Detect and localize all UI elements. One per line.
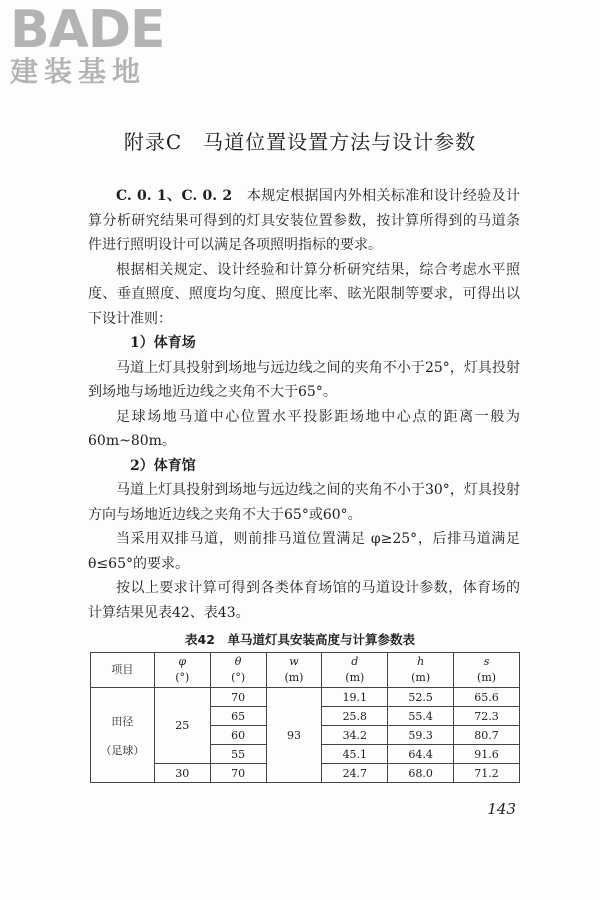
header-d — [322, 653, 388, 688]
cell-d: 34.2 — [322, 726, 388, 745]
header-theta — [210, 653, 266, 688]
logo-mark: BADE — [10, 0, 165, 60]
header-phi — [154, 653, 210, 688]
logo-subtitle: 建装基地 — [10, 55, 147, 88]
header-h — [388, 653, 454, 688]
subheading-stadium: 1）体育场 — [130, 335, 196, 351]
cell-item-label — [91, 688, 155, 783]
header-unit: (°) — [231, 671, 246, 684]
header-w — [266, 653, 322, 688]
cell-d: 45.1 — [322, 745, 388, 764]
cell-h: 68.0 — [388, 764, 454, 783]
cell-d: 24.7 — [322, 764, 388, 783]
paragraph-intro — [88, 184, 520, 258]
header-symbol: d — [351, 655, 359, 668]
header-item: 项目 — [91, 653, 155, 688]
item-label-line2: （足球） — [100, 743, 145, 757]
cell-s: 65.6 — [454, 688, 520, 707]
paragraph: 足球场地马道中心位置水平投影距场地中心点的距离一般为60m~80m。 — [88, 408, 520, 449]
cell-phi: 30 — [154, 764, 210, 783]
cell-s: 80.7 — [454, 726, 520, 745]
cell-h: 52.5 — [388, 688, 454, 707]
page-number: 143 — [487, 800, 516, 818]
header-unit: (°) — [175, 671, 190, 684]
cell-s: 71.2 — [454, 764, 520, 783]
body-text — [88, 184, 520, 625]
header-unit: (m) — [477, 671, 497, 684]
header-unit: (m) — [284, 671, 304, 684]
cell-theta: 70 — [210, 764, 266, 783]
paragraph-text: 本规定根据国内外相关标准和设计经验及计算分析研究结果可得到的灯具安装位置参数，按计算所得到的马道条件进行照明设计可以满足各项照明指标的要求。 — [88, 188, 521, 253]
paragraph: 当采用双排马道，则前排马道位置满足 φ≥25°，后排马道满足 θ≤65°的要求。 — [88, 531, 520, 572]
paragraph: 按以上要求计算可得到各类体育场馆的马道设计参数，体育场的计算结果见表42、表43。 — [88, 580, 520, 621]
header-unit: (m) — [345, 671, 365, 684]
paragraph: 马道上灯具投射到场地与远边线之间的夹角不小于30°，灯具投射方向与场地近边线之夹角不大于65°或60°。 — [88, 482, 520, 523]
cell-h: 55.4 — [388, 707, 454, 726]
header-symbol: s — [483, 655, 490, 668]
parameter-table — [90, 652, 520, 783]
item-label-line1: 田径 — [111, 714, 134, 728]
header-symbol: w — [289, 655, 299, 668]
cell-w: 93 — [266, 688, 322, 783]
paragraph: 马道上灯具投射到场地与远边线之间的夹角不小于25°，灯具投射到场地与场地近边线之夹角不大于65°。 — [88, 359, 520, 400]
cell-h: 64.4 — [388, 745, 454, 764]
cell-s: 91.6 — [454, 745, 520, 764]
table-row — [91, 688, 520, 707]
logo — [10, 0, 165, 88]
cell-h: 59.3 — [388, 726, 454, 745]
cell-d: 19.1 — [322, 688, 388, 707]
page-title: 附录C 马道位置设置方法与设计参数 — [123, 130, 477, 154]
header-symbol: φ — [178, 655, 187, 668]
header-unit: (m) — [411, 671, 431, 684]
cell-s: 72.3 — [454, 707, 520, 726]
table-caption: 表42 单马道灯具安装高度与计算参数表 — [185, 632, 415, 647]
header-symbol: h — [417, 655, 425, 668]
cell-theta: 70 — [210, 688, 266, 707]
cell-phi-group: 25 — [154, 688, 210, 764]
subheading-gymnasium: 2）体育馆 — [130, 457, 196, 474]
paragraph: 根据相关规定、设计经验和计算分析研究结果，综合考虑水平照度、垂直照度、照度均匀度、照度比率、眩光限制等要求，可得出以下设计准则： — [88, 261, 520, 327]
header-s — [454, 653, 520, 688]
header-symbol: θ — [234, 655, 242, 668]
cell-d: 25.8 — [322, 707, 388, 726]
cell-theta: 65 — [210, 707, 266, 726]
cell-theta: 55 — [210, 745, 266, 764]
section-number: C. 0. 1、C. 0. 2 — [116, 188, 233, 204]
cell-theta: 60 — [210, 726, 266, 745]
table-header-row — [91, 653, 520, 688]
